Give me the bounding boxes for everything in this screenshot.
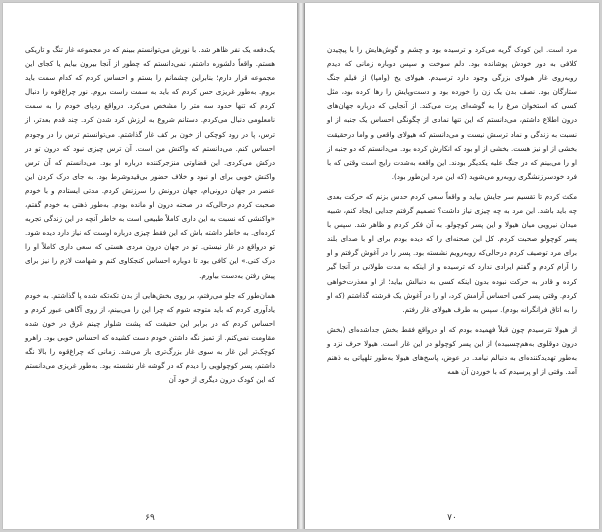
paragraph: همان‌طور که جلو می‌رفتم، بر روی بخش‌هایی از بدن تکه‌تکه شده پا گذاشتم. به خودم یادآوری کردم که باید متوجه شوم که چرا این را می‌بینم، از روی آگاهی عبور کردم و احساس کردم که در برابر این حقیقت که پشت شلوار چینم غرق در خون شده مقاومت نمی‌کنم. از تمیز نگه داشتن خودم دست کشیده که احساس خوبی بود. راهرو کوچک‌تر این غار به سوی غار بزرگ‌تری باز می‌شد. زمانی که چراغ‌قوه را بالا نگه داشتم، پسر کوچولویی را دیدم که در گوشه غار نشسته بود. به‌طور غریزی می‌دانستم که این کودک درون دیگری از خود آن [25,290,275,385]
page-number: ۶۹ [145,513,155,523]
right-page [305,3,599,529]
book-gutter [297,3,305,529]
paragraph: مکث کردم تا تقسیم سر جایش بیاید و واقعاً سعی کردم حدس بزنم که حرکت بعدی چه باید باشد. این مرد به چه چیزی نیاز داشت؟ تصمیم گرفتم جدایی ایجاد کنم، شبیه میدان نیرویی میان هیولا و این پسر کوچولو. به آن فکر کردم و ظاهر شد. سپس با پسر کوچولو صحبت کردم. کل این صحنه‌ای را که دیده بودم برای او با صدای بلند برای مرد توصیف کردم درحالی‌که روبه‌رویم نشسته بود. پسر را در آغوش گرفتم و او را آرام کردم و گفتم ایرادی ندارد که ترسیده و از اینکه به مدت طولانی در آنجا گیر کرده و قادر به حرکت نبوده بدون اینکه کسی به دنبالش بیاید؛ از او معذرت‌خواهی کردم. وقتی پسر کمی احساس آرامش کرد، او را در آغوش یک فرشته گذاشتم (که او را به اتاق فرانگرانه بودم). سپس به طرف هیولای غار رفتم. [327,191,577,314]
paragraph: یک‌دفعه یک نفر ظاهر شد. با نورش می‌توانستم ببینم که در مجموعه غار تنگ و تاریکی هستم. واقعاً دلشوره داشتم، نمی‌دانستم که چطور از آنجا بیرون بیایم یا کجای این مجموعه قرار دارم؛ بنابراین چشمانم را بستم و احساس کردم که کدام سمت باید بروم. به‌طور غریزی حس کردم که باید به سمت راست بروم. نور چراغ‌قوه را دنبال کردم که تنها حدود سه متر را مشخص می‌کرد. درواقع ردپای خودم را به سمت نامعلومی دنبال می‌کردم. دستانم شروع به لرزش کرد شدن کرد. چند قدم بعدتر، از ترس، پا در رود کوچکی از خون بر کف غار گذاشتم. می‌توانستم ترس را در وجودم احساس کنم. می‌دانستم که واکنش من است. آن ترس چیزی نبود که درون تو در درکش می‌کردی. این قضاوتی منزجرکننده درباره او بود. می‌دانستم که آن ترس واکنش خوبی برای او نبود و خلاف حضور بی‌قیدوشرط بود. به جای درک کردن این عنصر در جهان درونی‌ام، جهان درونش را سرزنش کردم. مدتی ایستادم و با خودم صحبت کردم درحالی‌که در صحنه درون او مانده بودم. به‌طور ذهنی به خودم گفتم، «واکنشی که نسبت به این داری کاملاً طبیعی است به خاطر آنچه در این زندگی تجربه کرده‌ای. به خاطر داشته باش که این فقط چیزی درباره اوست که نیاز دارد دیده شود. تو درواقع در غار نیستی. تو در جهان درون مردی هستی که سعی داری کاملاً او را درک کنی.» این کافی بود تا دوباره احساس کنجکاوی کنم و شهامت لازم را نیز برای پیش رفتن به‌دست بیاورم. [25,45,275,280]
page-number: ۷۰ [447,513,457,523]
right-page-text [327,43,577,385]
left-page [3,3,297,529]
book-spread [3,3,599,529]
paragraph: از هیولا نترسیدم چون قبلاً فهمیده بودم که او درواقع فقط بخش جداشده‌ای (بخش درون دوقلوی به‌هم‌چسبیده) از این پسر کوچولو در این غار است. هیولا حرف نزد و به‌طور تهدیدکننده‌ای به دنبالم نیامد. در عوض، پاسخ‌های هیولا به‌طور تلهپاتی به ذهنم آمد. وقتی از او پرسیدم که با خوردن آن همه [327,324,577,377]
left-page-text [25,43,275,393]
paragraph: مرد است. این کودک گریه می‌کرد و ترسیده بود و چشم و گوش‌هایش را با پیچیدن کلافی به دور خودش پوشانده بود. دلم سوخت و سپس دوباره زمانی که دیدم روبه‌روی غار هیولای بزرگی وجود دارد ترسیدم. هیولای یخ (وامپا) از فیلم جنگ ستارگان بود. نصف بدن یک زن را خورده بود و دست‌وپایش را رها کرده بود، مثل کسی که استخوان مرغ را به گوشه‌ای پرت می‌کند. از آنجایی که درباره جهان‌های درون اطلاع داشتم، می‌دانستم که این تنها نمادی از چگونگی احساس یک جنبه از او نسبت به زندگی و نماد ترسش نیست و می‌دانستم که هیولای واقعی و واما درحقیقت بخشی از او نیز هست. بخشی از او بود که انکارش کرده بود. می‌دانستم که دو جنبه از او را می‌بینم که در جنگ علیه یکدیگر بودند. این واقعه به‌شدت رایج است وقتی که با فرد خودسرزنشگری روبه‌رو می‌شوید (که این مرد این‌طور بود). [327,45,577,181]
